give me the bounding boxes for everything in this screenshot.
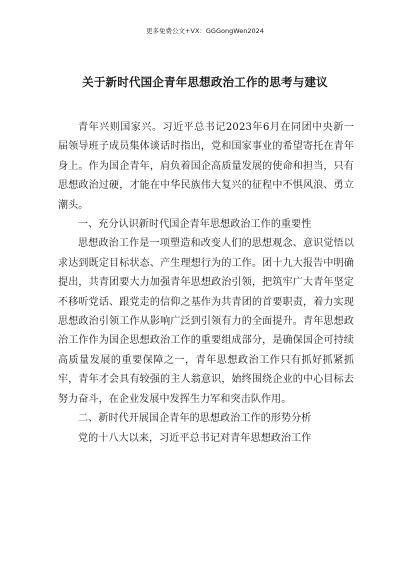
document-title: 关于新时代国企青年思想政治工作的思考与建议 — [82, 75, 328, 89]
paragraph-intro: 青年兴则国家兴。习近平总书记2023年6月在同团中央新一届领导班子成员集体谈话时指出，党和国家事业的希望寄托在青年身上。作为国企青年，肩负着国企高质量发展的使命和担当，只有思想政治过硬，才能在中华民族伟大复兴的征程中不惧风浪、勇立潮头。 — [58, 122, 354, 211]
paragraph-section-1: 思想政治工作是一项塑造和改变人们的思想观念、意识觉悟以求达到既定目标状态、产生理想行为的工作。团十九大报告中明确提出，共青团要大力加强青年思想政治引领，把筑牢广大青年坚定不移听党话、跟党走的信仰之基作为共青团的首要职责，着力实现思想政治引领工作从影响广泛到引领有力的全面提升。青年思想政治工作作为国企思想政治工作的重要组成部分，是确保国企可持续高质量发展的重要保障之一，青年思想政治工作只有抓好抓紧抓牢，青年才会具有较强的主人翁意识，始终围绕企业的中心目标去努力奋斗，在企业发展中发挥生力军和突击队作用。 — [58, 238, 354, 405]
promo-header-note: 更多免费公文+VX：GGGongWen2024 — [146, 27, 264, 35]
document-body — [58, 118, 354, 448]
section-heading-1: 一、充分认识新时代国企青年思想政治工作的重要性 — [78, 219, 312, 231]
paragraph-section-2: 党的十八大以来，习近平总书记对青年思想政治工作 — [78, 432, 312, 444]
section-heading-2: 二、新时代开展国企青年的思想政治工作的形势分析 — [78, 413, 312, 425]
